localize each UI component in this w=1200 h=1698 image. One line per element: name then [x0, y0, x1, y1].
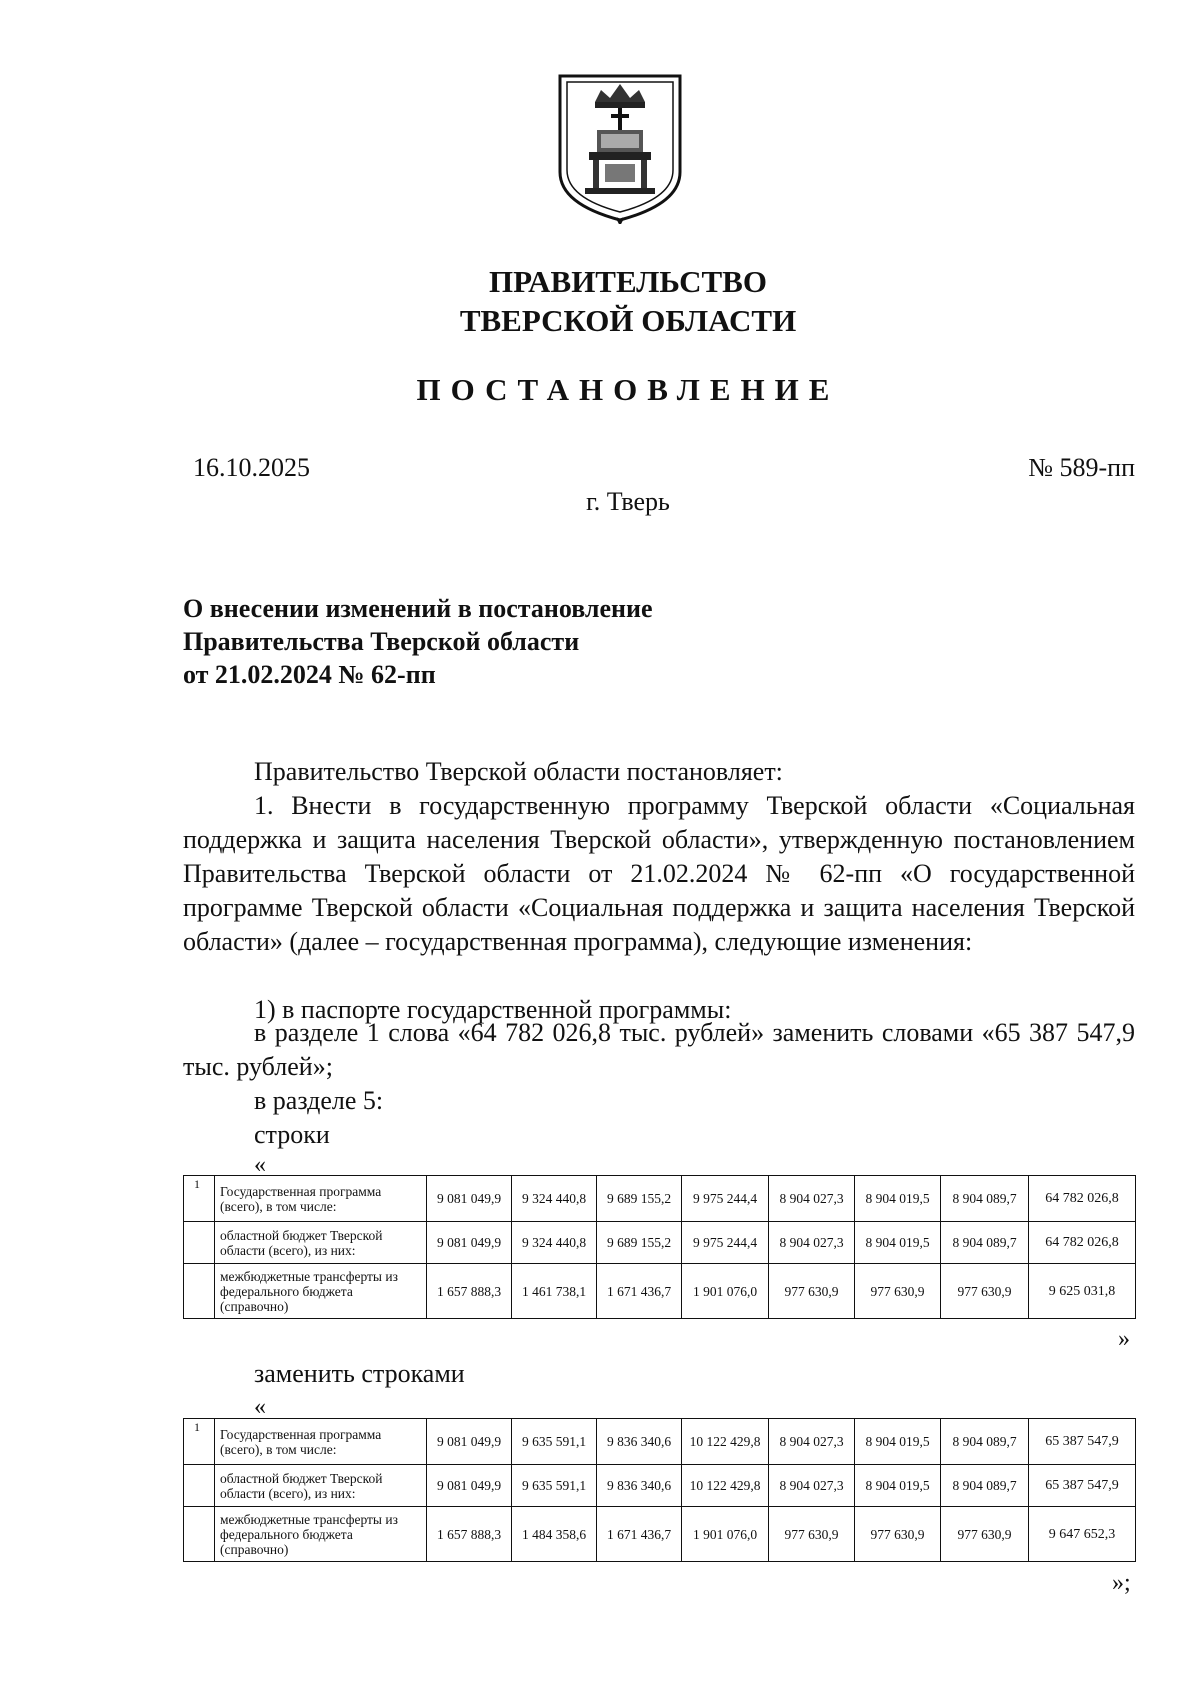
row-index [184, 1507, 215, 1562]
open-quote-1: « [254, 1152, 266, 1178]
value-cell: 8 904 089,7 [941, 1419, 1029, 1465]
value-cell: 9 324 440,8 [512, 1176, 597, 1222]
open-quote-2: « [254, 1394, 266, 1420]
value-cell: 977 630,9 [941, 1264, 1029, 1319]
value-cell: 9 975 244,4 [682, 1222, 769, 1264]
subject-line3: от 21.02.2024 № 62-пп [183, 660, 436, 689]
table-old [183, 1175, 1136, 1319]
row-name: областной бюджет Тверской области (всего), из них: [215, 1465, 427, 1507]
rows-word: строки [254, 1120, 330, 1149]
document-number: № 589-пп [1028, 453, 1135, 482]
value-cell: 1 901 076,0 [682, 1507, 769, 1562]
preamble: Правительство Тверской области постановляет: [254, 757, 783, 786]
value-cell: 1 657 888,3 [427, 1507, 512, 1562]
close-quote-2: »; [1112, 1570, 1131, 1596]
row-index [184, 1222, 215, 1264]
value-cell: 8 904 027,3 [769, 1419, 855, 1465]
table-row [184, 1465, 1136, 1507]
value-cell: 1 657 888,3 [427, 1264, 512, 1319]
value-cell: 9 836 340,6 [597, 1465, 682, 1507]
org-name-line2: ТВЕРСКОЙ ОБЛАСТИ [459, 303, 797, 338]
value-cell: 9 081 049,9 [427, 1222, 512, 1264]
total-cell: 9 647 652,3 [1029, 1507, 1136, 1562]
value-cell: 9 635 591,1 [512, 1465, 597, 1507]
value-cell: 8 904 027,3 [769, 1222, 855, 1264]
row-index [184, 1465, 215, 1507]
row-index: 1 [184, 1176, 215, 1222]
close-quote-1: » [1118, 1326, 1130, 1352]
document-date: 16.10.2025 [193, 453, 310, 482]
value-cell: 1 901 076,0 [682, 1264, 769, 1319]
table-row [184, 1264, 1136, 1319]
value-cell: 8 904 089,7 [941, 1222, 1029, 1264]
value-cell: 9 081 049,9 [427, 1419, 512, 1465]
value-cell: 10 122 429,8 [682, 1419, 769, 1465]
value-cell: 9 836 340,6 [597, 1419, 682, 1465]
value-cell: 9 975 244,4 [682, 1176, 769, 1222]
value-cell: 8 904 089,7 [941, 1176, 1029, 1222]
value-cell: 9 324 440,8 [512, 1222, 597, 1264]
table-row [184, 1419, 1136, 1465]
value-cell: 977 630,9 [769, 1264, 855, 1319]
value-cell: 9 689 155,2 [597, 1176, 682, 1222]
table-new [183, 1418, 1136, 1562]
value-cell: 977 630,9 [855, 1264, 941, 1319]
value-cell: 9 689 155,2 [597, 1222, 682, 1264]
row-name: областной бюджет Тверской области (всего), из них: [215, 1222, 427, 1264]
row-index [184, 1264, 215, 1319]
item1-paragraph: 1. Внести в государственную программу Тверской области «Социальная поддержка и защита населения Тверской области», утвержденную постановлением Правительства Тверской области от 21.02.2024 № 62-пп «О государственной программе Тверской области «Социальная поддержка и защита населения Тверской области» (далее – государственная программа), следующие изменения: [183, 791, 1135, 956]
row-name: Государственная программа (всего), в том числе: [215, 1419, 427, 1465]
value-cell: 10 122 429,8 [682, 1465, 769, 1507]
sub-item-1: 1) в паспорте государственной программы: [254, 995, 732, 1024]
value-cell: 1 461 738,1 [512, 1264, 597, 1319]
org-name-line1: ПРАВИТЕЛЬСТВО [489, 264, 767, 299]
value-cell: 977 630,9 [941, 1507, 1029, 1562]
section5-label: в разделе 5: [254, 1086, 384, 1115]
value-cell: 9 081 049,9 [427, 1465, 512, 1507]
total-cell: 64 782 026,8 [1029, 1222, 1136, 1264]
value-cell: 1 484 358,6 [512, 1507, 597, 1562]
document-city: г. Тверь [586, 487, 670, 516]
row-index: 1 [184, 1419, 215, 1465]
row-name: Государственная программа (всего), в том числе: [215, 1176, 427, 1222]
value-cell: 977 630,9 [769, 1507, 855, 1562]
table-row [184, 1176, 1136, 1222]
section1-paragraph: в разделе 1 слова «64 782 026,8 тыс. рублей» заменить словами «65 387 547,9 тыс. рублей»; [183, 1018, 1135, 1081]
value-cell: 8 904 027,3 [769, 1176, 855, 1222]
table-row [184, 1507, 1136, 1562]
document-type: ПОСТАНОВЛЕНИЕ [416, 372, 840, 407]
total-cell: 9 625 031,8 [1029, 1264, 1136, 1319]
row-name: межбюджетные трансферты из федерального бюджета (справочно) [215, 1264, 427, 1319]
value-cell: 8 904 089,7 [941, 1465, 1029, 1507]
row-name: межбюджетные трансферты из федерального бюджета (справочно) [215, 1507, 427, 1562]
value-cell: 8 904 019,5 [855, 1176, 941, 1222]
total-cell: 64 782 026,8 [1029, 1176, 1136, 1222]
value-cell: 8 904 019,5 [855, 1465, 941, 1507]
coat-of-arms-icon [555, 72, 685, 224]
value-cell: 977 630,9 [855, 1507, 941, 1562]
value-cell: 9 635 591,1 [512, 1419, 597, 1465]
total-cell: 65 387 547,9 [1029, 1419, 1136, 1465]
replace-with-label: заменить строками [254, 1359, 465, 1388]
value-cell: 8 904 019,5 [855, 1222, 941, 1264]
value-cell: 1 671 436,7 [597, 1507, 682, 1562]
value-cell: 9 081 049,9 [427, 1176, 512, 1222]
subject-line1: О внесении изменений в постановление [183, 594, 653, 623]
subject-line2: Правительства Тверской области [183, 627, 580, 656]
total-cell: 65 387 547,9 [1029, 1465, 1136, 1507]
value-cell: 8 904 027,3 [769, 1465, 855, 1507]
value-cell: 8 904 019,5 [855, 1419, 941, 1465]
table-row [184, 1222, 1136, 1264]
value-cell: 1 671 436,7 [597, 1264, 682, 1319]
